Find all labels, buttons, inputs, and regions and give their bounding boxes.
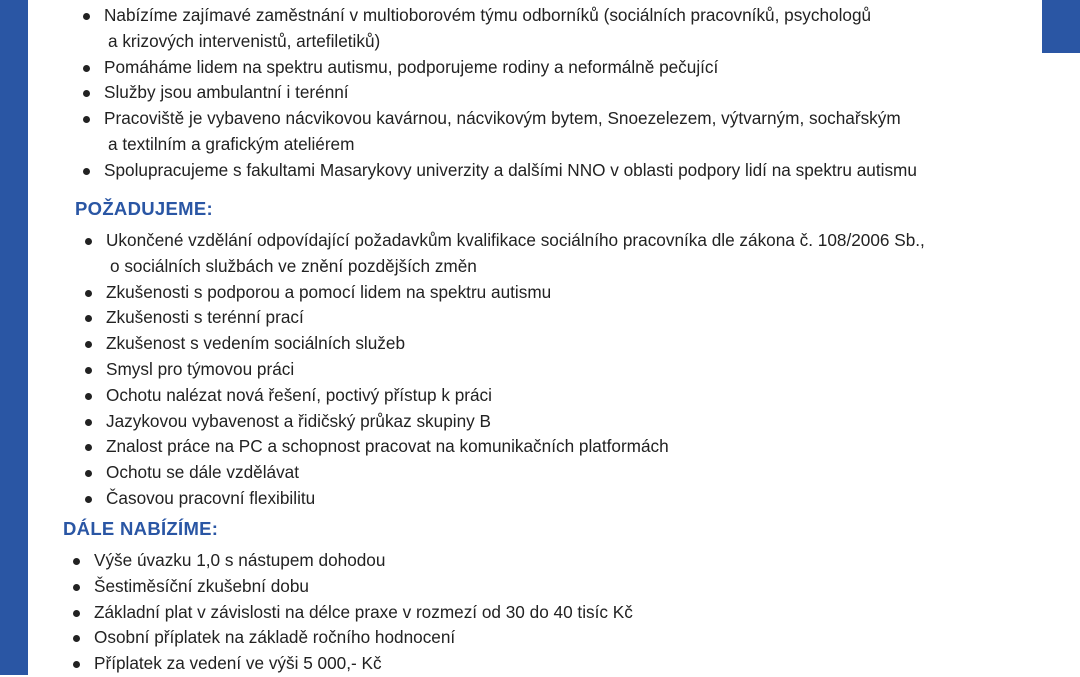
- list-item: [94, 574, 633, 600]
- list-item: [104, 158, 917, 184]
- bullet-icon: [73, 558, 80, 565]
- list-item-text: Služby jsou ambulantní i terénní: [104, 82, 349, 103]
- list-item: [106, 357, 925, 383]
- list-item-text-continued: o sociálních službách ve znění pozdějších změn: [110, 255, 477, 276]
- list-item: [104, 106, 917, 158]
- benefits-heading: DÁLE NABÍZÍME:: [63, 518, 219, 539]
- benefits-list: [94, 548, 633, 677]
- list-item: [104, 80, 917, 106]
- list-item: [94, 625, 633, 651]
- list-item-text-continued: a textilním a grafickým ateliérem: [108, 133, 355, 154]
- list-item-text: Pracoviště je vybaveno nácvikovou kavárnou, nácvikovým bytem, Snoezelezem, výtvarným, sochařským: [104, 108, 901, 129]
- bullet-icon: [85, 444, 92, 451]
- list-item-text: Smysl pro týmovou práci: [106, 358, 295, 379]
- bullet-icon: [73, 661, 80, 668]
- list-item: [94, 548, 633, 574]
- list-item: [94, 651, 633, 677]
- list-item-text: Ochotu se dále vzdělávat: [106, 462, 299, 483]
- bullet-icon: [83, 13, 90, 20]
- list-item-text: Výše úvazku 1,0 s nástupem dohodou: [94, 550, 386, 570]
- list-item: [106, 486, 925, 512]
- bullet-icon: [73, 584, 80, 591]
- bullet-icon: [85, 470, 92, 477]
- offer-list: [104, 3, 917, 184]
- list-item-text: Pomáháme lidem na spektru autismu, podporujeme rodiny a neformálně pečující: [104, 56, 719, 77]
- list-item-text: Ukončené vzdělání odpovídající požadavkům kvalifikace sociálního pracovníka dle zákona č. 108/2006 Sb.,: [106, 230, 925, 250]
- list-item-text: Příplatek za vedení ve výši 5 000,- Kč: [94, 653, 382, 674]
- bullet-icon: [85, 393, 92, 400]
- list-item-text: Nabízíme zajímavé zaměstnání v multioborovém týmu odborníků (sociálních pracovníků, psychologů: [104, 5, 872, 25]
- requirements-list: [106, 228, 925, 512]
- list-item-text: Spolupracujeme s fakultami Masarykovy univerzity a dalšími NNO v oblasti podpory lidí na spektru autismu: [104, 159, 917, 180]
- bullet-icon: [85, 367, 92, 374]
- list-item: [94, 600, 633, 626]
- list-item-text: Osobní příplatek na základě ročního hodnocení: [94, 627, 456, 648]
- list-item-text: Ochotu nalézat nová řešení, poctivý přístup k práci: [106, 384, 492, 405]
- bullet-icon: [85, 290, 92, 297]
- list-item-text-continued: a krizových intervenistů, artefiletiků): [108, 30, 381, 51]
- requirements-heading: POŽADUJEME:: [75, 198, 213, 219]
- list-item-text: Znalost práce na PC a schopnost pracovat na komunikačních platformách: [106, 436, 669, 457]
- bullet-icon: [83, 90, 90, 97]
- list-item-text: Zkušenost s vedením sociálních služeb: [106, 333, 406, 354]
- bullet-icon: [83, 116, 90, 123]
- bullet-icon: [73, 610, 80, 617]
- list-item: [106, 331, 925, 357]
- bullet-icon: [85, 496, 92, 503]
- list-item-text: Časovou pracovní flexibilitu: [106, 487, 316, 508]
- list-item-text: Jazykovou vybavenost a řidičský průkaz skupiny B: [106, 410, 491, 431]
- bullet-icon: [85, 419, 92, 426]
- left-accent-bar: [0, 0, 28, 675]
- list-item: [106, 305, 925, 331]
- list-item: [106, 383, 925, 409]
- bullet-icon: [85, 238, 92, 245]
- list-item: [104, 3, 917, 55]
- bullet-icon: [85, 315, 92, 322]
- list-item: [106, 228, 925, 280]
- list-item-text: Zkušenosti s podporou a pomocí lidem na spektru autismu: [106, 281, 552, 302]
- list-item-text: Šestiměsíční zkušební dobu: [94, 575, 309, 596]
- bullet-icon: [85, 341, 92, 348]
- list-item-text: Základní plat v závislosti na délce praxe v rozmezí od 30 do 40 tisíc Kč: [94, 601, 633, 622]
- bullet-icon: [83, 168, 90, 175]
- list-item: [104, 55, 917, 81]
- corner-accent-block: [1042, 0, 1080, 53]
- list-item-text: Zkušenosti s terénní prací: [106, 307, 304, 328]
- list-item: [106, 460, 925, 486]
- list-item: [106, 434, 925, 460]
- list-item: [106, 280, 925, 306]
- list-item: [106, 409, 925, 435]
- bullet-icon: [83, 65, 90, 72]
- bullet-icon: [73, 635, 80, 642]
